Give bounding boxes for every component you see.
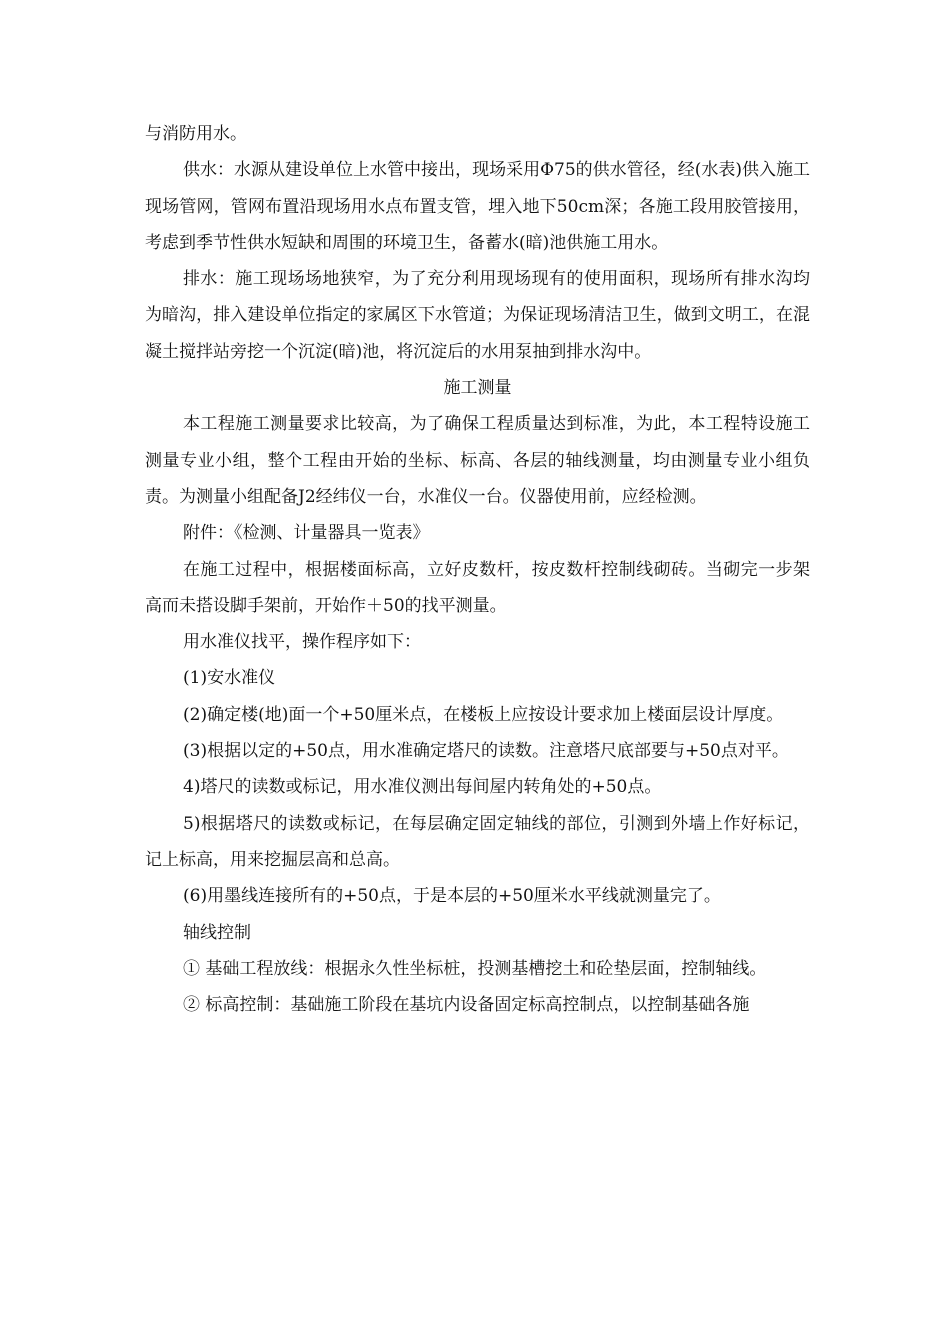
procedure-step-3: (3)根据以定的+50点，用水准确定塔尺的读数。注意塔尺底部要与+50点对平。 [183,741,789,762]
paragraph-leveling-intro: 在施工过程中，根据楼面标高，立好皮数杆，按皮数杆控制线砌砖。当砌完一步架高而未搭设脚手架前，开始作＋50的找平测量。 [145,559,810,616]
procedure-step-5: 5)根据塔尺的读数或标记，在每层确定固定轴线的部位，引测到外墙上作好标记，记上标高，用来挖掘层高和总高。 [145,813,810,870]
paragraph-procedure-intro: 用水准仪找平，操作程序如下： [183,632,421,653]
axis-item-1: ① 基础工程放线：根据永久性坐标桩，投测基槽挖土和砼垫层面，控制轴线。 [183,958,767,979]
procedure-step-4: 4)塔尺的读数或标记，用水准仪测出每间屋内转角处的+50点。 [183,777,662,798]
procedure-step-6: (6)用墨线连接所有的+50点，于是本层的+50厘米水平线就测量完了。 [183,886,721,907]
paragraph-drainage: 排水：施工现场场地狭窄，为了充分利用现场现有的使用面积，现场所有排水沟均为暗沟，排入建设单位指定的家属区下水管道；为保证现场清洁卫生，做到文明工，在混凝土搅拌站旁挖一个沉淀(暗)池，将沉淀后的水用泵抽到排水沟中。 [145,269,810,362]
procedure-step-2: (2)确定楼(地)面一个+50厘米点，在楼板上应按设计要求加上楼面层设计厚度。 [183,704,784,725]
axis-item-2: ② 标高控制：基础施工阶段在基坑内设备固定标高控制点，以控制基础各施 [183,995,750,1016]
section-heading-survey: 施工测量 [443,378,512,399]
paragraph-fire-water-end: 与消防用水。 [145,124,247,144]
paragraph-water-supply: 供水：水源从建设单位上水管中接出，现场采用Φ75的供水管径，经(水表)供入施工现场管网，管网布置沿现场用水点布置支管，埋入地下50cm深；各施工段用胶管接用，考虑到季节性供水短缺和周围的环境卫生，备蓄水(暗)池供施工用水。 [145,160,810,253]
procedure-step-1: (1)安水准仪 [183,668,276,689]
paragraph-attachment: 附件：《检测、计量器具一览表》 [183,523,430,544]
paragraph-survey-team: 本工程施工测量要求比较高，为了确保工程质量达到标准，为此，本工程特设施工测量专业小组，整个工程由开始的坐标、标高、各层的轴线测量，均由测量专业小组负责。为测量小组配备J2经纬仪一台，水准仪一台。仪器使用前，应经检测。 [145,414,810,507]
document-body [145,116,810,1023]
subheading-axis-control: 轴线控制 [183,922,251,943]
